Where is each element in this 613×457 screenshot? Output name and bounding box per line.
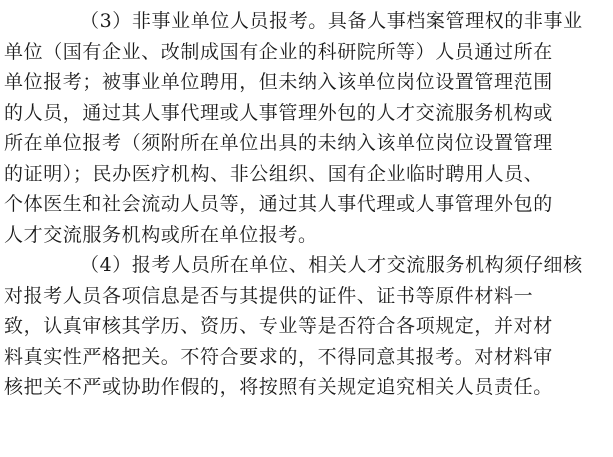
- text-line: （4）报考人员所在单位、相关人才交流服务机构须仔细核: [80, 254, 583, 276]
- text-line: 的证明）；民办医疗机构、非公组织、国有企业临时聘用人员、: [4, 162, 544, 185]
- paragraph-4-verification-responsibility: [4, 250, 605, 403]
- text-line: 核把关不严或协助作假的，将按照有关规定追究相关人员责任。: [4, 376, 553, 398]
- paragraph-3-non-public-institution-applicants: [4, 6, 605, 250]
- text-line: 人才交流服务机构或所在单位报考。: [4, 223, 318, 246]
- text-line: 致，认真审核其学历、资历、专业等是否符合各项规定，并对材: [4, 315, 553, 337]
- text-line: 单位报考；被事业单位聘用，但未纳入该单位岗位设置管理范围: [4, 71, 553, 93]
- text-line: 所在单位报考（须附所在单位出具的未纳入该单位岗位设置管理: [4, 132, 553, 154]
- text-line: 料真实性严格把关。不符合要求的，不得同意其报考。对材料审: [4, 345, 553, 368]
- text-line: 对报考人员各项信息是否与其提供的证件、证书等原件材料一: [4, 284, 534, 307]
- text-line: 个体医生和社会流动人员等，通过其人事代理或人事管理外包的: [4, 193, 553, 215]
- text-line: （3）非事业单位人员报考。具备人事档案管理权的非事业: [80, 10, 583, 32]
- text-line: 单位（国有企业、改制成国有企业的科研院所等）人员通过所在: [4, 40, 553, 63]
- text-line: 的人员，通过其人事代理或人事管理外包的人才交流服务机构或: [4, 101, 553, 124]
